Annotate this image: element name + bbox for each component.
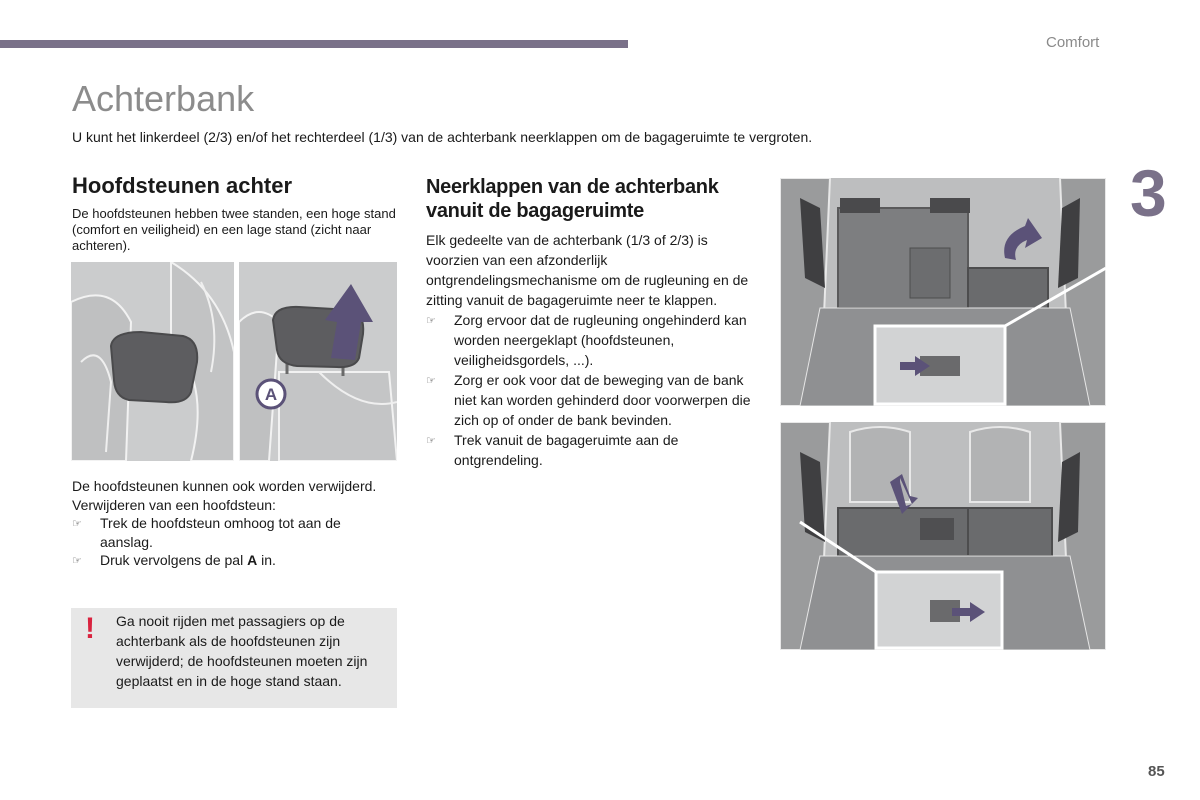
bullet-hand-icon: ☞	[426, 375, 436, 387]
bullet-hand-icon: ☞	[72, 518, 82, 530]
removal-subheading: Verwijderen van een hoofdsteun:	[72, 496, 276, 513]
section-label: Comfort	[1046, 34, 1100, 51]
page-title: Achterbank	[72, 78, 255, 119]
list-item: ☞ Trek de hoofdsteun omhoog tot aan de aanslag.	[72, 515, 341, 550]
heading-rear-headrests: Hoofdsteunen achter	[72, 173, 293, 198]
callout-a-label: A	[264, 385, 278, 404]
boot-illustration-backrest-release	[780, 178, 1106, 406]
boot-illustration-seat-release	[780, 422, 1106, 650]
removal-text: De hoofdsteunen kunnen ook worden verwijderd.	[72, 478, 377, 494]
fold-instructions	[426, 230, 756, 470]
warning-box	[71, 608, 397, 708]
bullet-hand-icon: ☞	[426, 315, 436, 327]
headrest-illustration-adjust	[239, 262, 397, 461]
list-item: ☞ Zorg er ook voor dat de beweging van de bank niet kan worden gehinderd door voorwerpen die zich op of onder de bank bevinden.	[426, 372, 751, 428]
bullet-hand-icon: ☞	[72, 555, 82, 567]
intro-text: U kunt het linkerdeel (2/3) en/of het rechterdeel (1/3) van de achterbank neerklappen om de bagageruimte te vergroten.	[72, 129, 813, 145]
headrest-illustration-removed	[71, 262, 234, 461]
fold-paragraph: Elk gedeelte van de achterbank (1/3 of 2/3) is voorzien van een afzonderlijk ontgrendelingsmechanisme om de rugleuning en de zitting vanuit de bagageruimte neer te klappen.	[426, 232, 749, 308]
chapter-number: 3	[1130, 156, 1167, 230]
warning-icon: !	[85, 612, 95, 645]
headrest-positions-text: De hoofdsteunen hebben twee standen, een hoge stand (comfort en veiligheid) en een lage stand (zicht naar achteren).	[72, 206, 396, 253]
page-number: 85	[1148, 763, 1165, 780]
header-accent-bar	[0, 40, 628, 48]
heading-fold-from-boot: Neerklappen van de achterbank vanuit de bagageruimte	[426, 176, 719, 222]
list-item: ☞ Zorg ervoor dat de rugleuning ongehinderd kan worden neergeklapt (hoofdsteunen, veiligheidsgordels, ...).	[426, 312, 747, 368]
bullet-hand-icon: ☞	[426, 435, 436, 447]
list-item: ☞ Trek vanuit de bagageruimte aan de ontgrendeling.	[426, 432, 679, 468]
warning-text: Ga nooit rijden met passagiers op de achterbank als de hoofdsteunen zijn verwijderd; de hoofdsteunen moeten zijn geplaatst en in de hoge stand staan.	[116, 613, 368, 689]
headrest-removal-section	[72, 477, 392, 571]
list-item: ☞ Druk vervolgens de pal A in.	[72, 551, 392, 571]
